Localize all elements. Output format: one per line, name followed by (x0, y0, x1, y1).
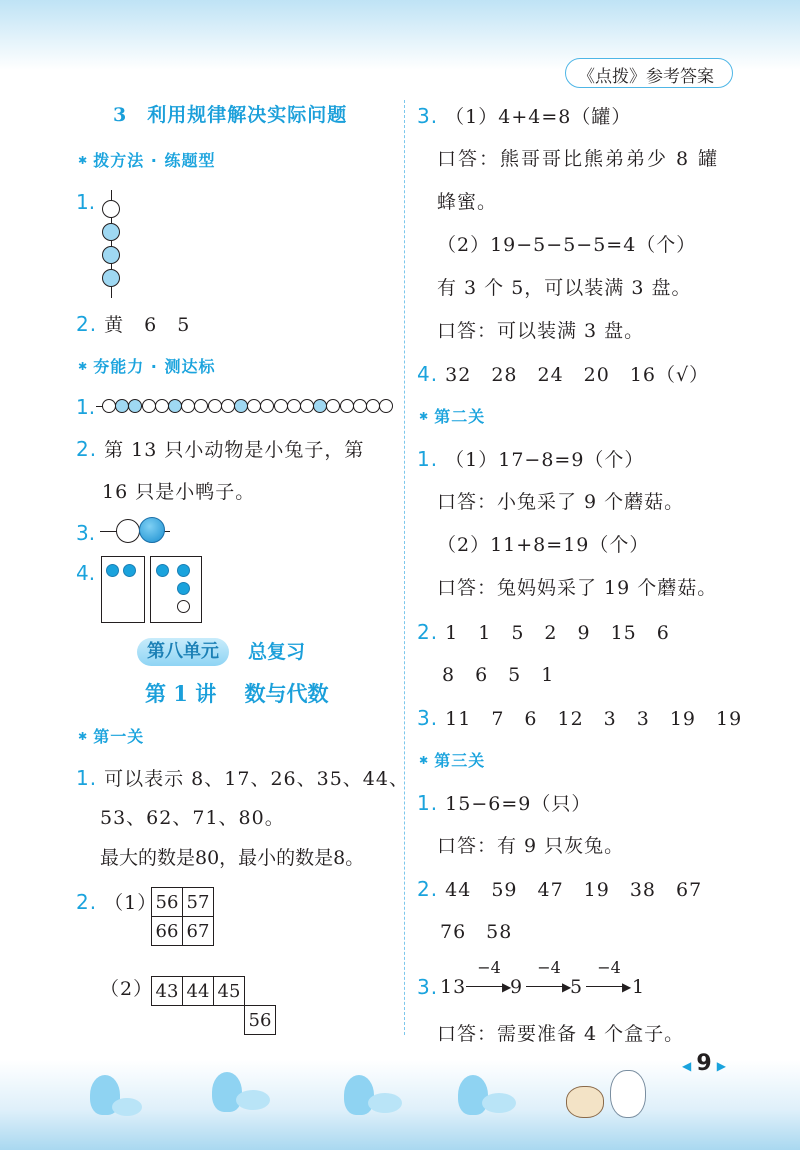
a3-line4: （2）19−5−5−5=4（个） (437, 234, 697, 256)
c3-arrow-3 (586, 958, 632, 994)
grid-cell: 56 (152, 888, 183, 917)
c3-line (417, 975, 438, 1000)
bead-white (142, 399, 156, 413)
g1-line1 (76, 766, 409, 791)
bunny-icon (610, 1070, 646, 1118)
c3-value-1: 9 (510, 976, 524, 998)
bead-white (102, 200, 120, 218)
number-grid-1 (151, 887, 214, 946)
bead-white (221, 399, 235, 413)
tree-icon (344, 1075, 374, 1115)
section-heading-4 (419, 404, 485, 427)
page-number: 9 (696, 1051, 712, 1076)
section-heading-3 (78, 724, 144, 747)
page-number-badge (682, 1051, 726, 1076)
b1-number: 1. (417, 447, 439, 471)
g2-line1 (76, 890, 157, 915)
bead-white (260, 399, 274, 413)
g1-line3: 最大的数是80，最小的数是8。 (100, 847, 365, 869)
bead-pair-diagram (100, 515, 172, 549)
bead-white (326, 399, 340, 413)
bead-blue (139, 517, 165, 543)
c3-value-3: 1 (632, 976, 646, 998)
unit-badge: 第八单元 (137, 638, 229, 666)
section-label: 拨方法 · 练题型 (93, 151, 216, 170)
a3-line3: 蜂蜜。 (437, 191, 498, 213)
p2-text: 第 13 只小动物是小兔子，第 (104, 439, 365, 461)
c3-start: 13 (440, 976, 467, 998)
b1-text: （1）17−8=9（个） (445, 449, 645, 471)
grid-cell: 57 (183, 888, 214, 917)
b1-line4: 口答：兔妈妈采了 19 个蘑菇。 (437, 577, 718, 599)
p2-number: 2. (76, 437, 98, 461)
bead-white (340, 399, 354, 413)
q2-line (76, 312, 190, 337)
p1-number: 1. (76, 395, 96, 419)
q2-number: 2. (76, 312, 98, 336)
section-heading-2 (78, 354, 215, 377)
grid-empty (214, 1006, 245, 1035)
dot-blue (177, 582, 190, 595)
a4-line (417, 362, 709, 387)
bead-white (366, 399, 380, 413)
c1-number: 1. (417, 791, 439, 815)
header-title: 《点拨》参考答案 (578, 67, 714, 87)
bead-white (194, 399, 208, 413)
bush-icon (368, 1093, 402, 1113)
g2-part2-label: （2） (100, 978, 154, 1000)
star-icon: ✱ (78, 730, 88, 743)
b2-number: 2. (417, 620, 439, 644)
p4-number: 4. (76, 561, 96, 585)
horizontal-bead-string (96, 396, 396, 418)
arrow-label: −4 (477, 958, 501, 977)
g2-number: 2. (76, 890, 98, 914)
q2-text: 黄 6 5 (104, 314, 191, 336)
a3-line6: 口答：可以装满 3 盘。 (437, 320, 645, 342)
bead-blue (115, 399, 129, 413)
arrow-label: −4 (537, 958, 561, 977)
counter-box-1 (101, 556, 145, 623)
bead-blue (102, 269, 120, 287)
bead-blue (128, 399, 142, 413)
bead-white (353, 399, 367, 413)
a3-line1 (417, 104, 631, 129)
bead-blue (234, 399, 248, 413)
section-heading-5 (419, 748, 485, 771)
b1-line3: （2）11+8=19（个） (437, 534, 650, 556)
bead-white (300, 399, 314, 413)
section-label: 夯能力 · 测达标 (93, 357, 216, 376)
counter-box-2 (150, 556, 202, 623)
star-icon: ✱ (78, 154, 88, 167)
grid-cell: 43 (152, 977, 183, 1006)
arrowhead-icon: ▶ (502, 980, 512, 994)
b2-line1 (417, 620, 670, 645)
section-label: 第三关 (434, 751, 486, 770)
c2-line1 (417, 877, 702, 902)
a3-number: 3. (417, 104, 439, 128)
section-label: 第二关 (434, 407, 486, 426)
arrow-shaft (466, 986, 506, 987)
bush-icon (482, 1093, 516, 1113)
bead-white (181, 399, 195, 413)
b1-line1 (417, 447, 644, 472)
c3-arrow-2 (526, 958, 572, 994)
bead-white (208, 399, 222, 413)
c3-arrow-1 (466, 958, 512, 994)
dot-blue (123, 564, 136, 577)
p3-number: 3. (76, 521, 96, 545)
unit-title: 总复习 (248, 641, 306, 663)
star-icon: ✱ (419, 754, 429, 767)
dot-blue (156, 564, 169, 577)
triangle-right-icon: ▶ (716, 1059, 726, 1073)
c1-line1 (417, 791, 591, 816)
c1-line2: 口答：有 9 只灰兔。 (437, 835, 625, 857)
grid-cell: 45 (214, 977, 245, 1006)
bead-blue (102, 223, 120, 241)
bead-white (247, 399, 261, 413)
star-icon: ✱ (78, 360, 88, 373)
c3-line2: 口答：需要准备 4 个盒子。 (437, 1023, 685, 1045)
q1-number: 1. (76, 190, 96, 214)
vertical-bead-diagram (97, 190, 127, 300)
bead-white (102, 399, 116, 413)
dot-blue (177, 564, 190, 577)
tree-icon (212, 1072, 242, 1112)
dot-blue (106, 564, 119, 577)
number-grid-2 (151, 976, 276, 1035)
c1-text: 15−6=9（只） (445, 793, 592, 815)
bead-blue (168, 399, 182, 413)
lecture-title: 第 1 讲 数与代数 (145, 681, 329, 706)
bead-white (116, 519, 140, 543)
bead-blue (102, 246, 120, 264)
b3-line (417, 706, 742, 731)
arrow-shaft (586, 986, 626, 987)
p2-line1 (76, 437, 364, 462)
grid-cell: 67 (183, 917, 214, 946)
bead-blue (313, 399, 327, 413)
star-icon: ✱ (419, 410, 429, 423)
grid-empty (152, 1006, 183, 1035)
c2-number: 2. (417, 877, 439, 901)
arrow-label: −4 (597, 958, 621, 977)
triangle-left-icon: ◀ (682, 1059, 692, 1073)
a3-line2: 口答：熊哥哥比熊弟弟少 8 罐 (437, 148, 720, 170)
c3-value-2: 5 (570, 976, 584, 998)
b1-line2: 口答：小兔采了 9 个蘑菇。 (437, 491, 685, 513)
c3-number: 3. (417, 975, 439, 999)
tree-icon (458, 1075, 488, 1115)
bear-icon (566, 1086, 604, 1118)
grid-cell: 66 (152, 917, 183, 946)
bead-white (287, 399, 301, 413)
b2-line2: 8 6 5 1 (442, 664, 555, 686)
arrowhead-icon: ▶ (622, 980, 632, 994)
grid-cell: 56 (245, 1006, 276, 1035)
lesson-title: 3 利用规律解决实际问题 (113, 104, 348, 126)
a4-text: 32 28 24 20 16（√） (445, 364, 710, 386)
g1-line2: 53、62、71、80。 (100, 807, 285, 829)
grid-empty (183, 1006, 214, 1035)
g1-text: 可以表示 8、17、26、35、44、 (104, 768, 409, 790)
a3-text: （1）4+4=8（罐） (445, 106, 632, 128)
grid-cell: 44 (183, 977, 214, 1006)
column-divider (404, 100, 405, 1035)
section-heading-1 (78, 148, 215, 171)
arrow-shaft (526, 986, 566, 987)
arrowhead-icon: ▶ (562, 980, 572, 994)
g1-number: 1. (76, 766, 98, 790)
bush-icon (112, 1098, 142, 1116)
a4-number: 4. (417, 362, 439, 386)
bush-icon (236, 1090, 270, 1110)
c2-text: 44 59 47 19 38 67 (445, 879, 703, 901)
b3-text: 11 7 6 12 3 3 19 19 (445, 708, 743, 730)
a3-line5: 有 3 个 5，可以装满 3 盘。 (437, 277, 692, 299)
dot-white (177, 600, 190, 613)
bead-white (155, 399, 169, 413)
g2-part1-label: （1） (104, 892, 158, 914)
bead-white (379, 399, 393, 413)
p2-line2: 16 只是小鸭子。 (102, 481, 256, 503)
section-label: 第一关 (93, 727, 145, 746)
bead-white (274, 399, 288, 413)
b3-number: 3. (417, 706, 439, 730)
c2-line2: 76 58 (440, 921, 513, 943)
grid-empty (245, 977, 276, 1006)
b2-text: 1 1 5 2 9 15 6 (445, 622, 670, 644)
